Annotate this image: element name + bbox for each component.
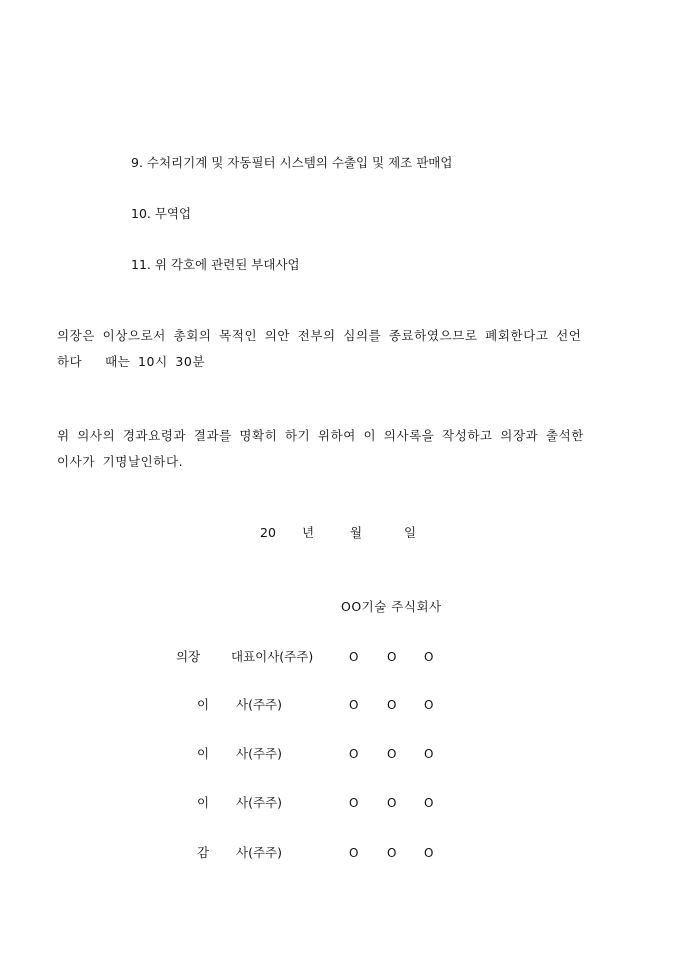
signatory-role: 의장 xyxy=(176,649,201,664)
closing-paragraph-line-2: 하다 때는 10시 30분 xyxy=(57,354,206,369)
name-mark: O xyxy=(349,698,359,712)
signatory-title: 사(주주) xyxy=(236,795,282,810)
company-name: OO기술 주식회사 xyxy=(341,599,442,614)
business-item-11: 11. 위 각호에 관련된 부대사업 xyxy=(131,257,300,272)
record-paragraph xyxy=(57,423,637,475)
signatory-role: 이 xyxy=(197,795,210,810)
name-mark: O xyxy=(349,650,359,664)
name-mark: O xyxy=(424,698,434,712)
date-month-unit: 월 xyxy=(350,525,363,540)
name-mark: O xyxy=(424,846,434,860)
name-mark: O xyxy=(387,698,397,712)
signatory-title: 사(주주) xyxy=(236,746,282,761)
name-mark: O xyxy=(424,747,434,761)
signatory-title: 사(주주) xyxy=(236,845,282,860)
date-day-unit: 일 xyxy=(404,525,417,540)
signatory-role: 감 xyxy=(197,845,210,860)
closing-paragraph xyxy=(57,323,637,375)
record-paragraph-line-2: 이사가 기명날인하다. xyxy=(57,454,184,469)
signatory-role: 이 xyxy=(197,746,210,761)
name-mark: O xyxy=(387,747,397,761)
signatory-title: 사(주주) xyxy=(236,697,282,712)
name-mark: O xyxy=(424,650,434,664)
name-mark: O xyxy=(349,796,359,810)
date-year-prefix: 20 xyxy=(260,525,276,540)
name-mark: O xyxy=(387,796,397,810)
name-mark: O xyxy=(387,846,397,860)
name-mark: O xyxy=(349,846,359,860)
business-item-10: 10. 무역업 xyxy=(131,206,192,221)
business-item-9: 9. 수처리기계 및 자동필터 시스템의 수출입 및 제조 판매업 xyxy=(131,155,453,170)
record-paragraph-line-1: 위 의사의 경과요령과 결과를 명확히 하기 위하여 이 의사록을 작성하고 의장과 출석한 xyxy=(57,428,584,443)
name-mark: O xyxy=(349,747,359,761)
date-year-unit: 년 xyxy=(302,525,315,540)
closing-paragraph-line-1: 의장은 이상으로서 총회의 목적인 의안 전부의 심의를 종료하였으므로 폐회한다고 선언 xyxy=(57,328,582,343)
signatory-role: 이 xyxy=(197,697,210,712)
name-mark: O xyxy=(387,650,397,664)
signatory-title: 대표이사(주주) xyxy=(231,649,314,664)
name-mark: O xyxy=(424,796,434,810)
